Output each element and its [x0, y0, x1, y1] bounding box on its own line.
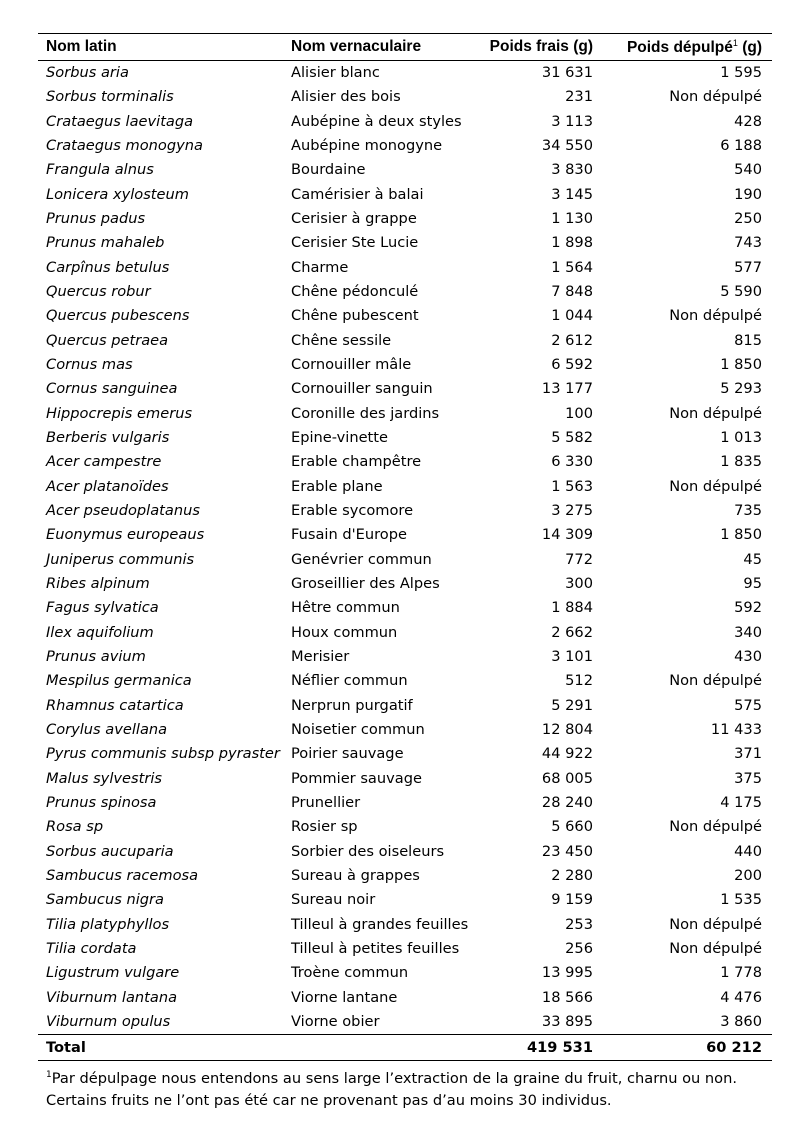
latin-name-cell: Euonymus europeaus — [46, 526, 205, 544]
table-row — [38, 183, 772, 207]
vernacular-name-cell: Aubépine à deux styles — [291, 112, 462, 130]
table-row — [38, 353, 772, 377]
fresh-weight-cell: 256 — [565, 939, 593, 957]
latin-name-cell: Fagus sylvatica — [46, 599, 159, 617]
fresh-weight-cell: 28 240 — [541, 794, 593, 811]
table-row — [38, 523, 772, 547]
total-fresh-weight: 419 531 — [473, 1035, 603, 1061]
table-row — [38, 499, 772, 523]
pulped-weight-cell: Non dépulpé — [669, 404, 762, 422]
latin-name-cell: Ligustrum vulgare — [46, 964, 180, 982]
fresh-weight-cell: 772 — [565, 550, 593, 568]
table-row — [38, 840, 772, 864]
latin-name-cell: Viburnum opulus — [46, 1012, 171, 1030]
header-latin-name: Nom latin — [38, 34, 283, 61]
pulped-weight-cell: 575 — [734, 696, 762, 714]
fresh-weight-cell: 23 450 — [541, 842, 593, 860]
vernacular-name-cell: Viorne obier — [291, 1012, 380, 1030]
latin-name-cell: Tilia cordata — [46, 939, 137, 957]
table-row — [38, 158, 772, 182]
vernacular-name-cell: Camérisier à balai — [291, 185, 424, 203]
vernacular-name-cell: Aubépine monogyne — [291, 137, 443, 155]
footnote — [38, 1061, 772, 1111]
header-vernacular-name: Nom vernaculaire — [283, 34, 473, 61]
table-row — [38, 402, 772, 426]
pulped-weight-cell: Non dépulpé — [669, 88, 762, 106]
latin-name-cell: Quercus robur — [46, 283, 151, 301]
vernacular-name-cell: Cerisier à grappe — [291, 210, 417, 228]
vernacular-name-cell: Nerprun purgatif — [291, 696, 413, 714]
pulped-weight-cell: 95 — [743, 575, 762, 593]
table-row — [38, 767, 772, 791]
header-pulped-text: Poids dépulpé — [626, 38, 733, 56]
latin-name-cell: Mespilus germanica — [46, 672, 192, 690]
table-row — [38, 985, 772, 1009]
table-row — [38, 1010, 772, 1035]
fresh-weight-cell: 512 — [565, 672, 593, 690]
latin-name-cell: Juniperus communis — [46, 550, 195, 568]
table-row — [38, 621, 772, 645]
pulped-weight-cell: 6 188 — [720, 137, 762, 155]
latin-name-cell: Crataegus monogyna — [46, 137, 203, 155]
table-row — [38, 207, 772, 231]
latin-name-cell: Sambucus racemosa — [46, 866, 199, 884]
vernacular-name-cell: Chêne pubescent — [291, 307, 419, 325]
vernacular-name-cell: Poirier sauvage — [291, 745, 404, 763]
vernacular-name-cell: Sorbier des oiseleurs — [291, 842, 445, 860]
table-row — [38, 231, 772, 255]
table-row — [38, 718, 772, 742]
fresh-weight-cell: 5 582 — [551, 429, 593, 447]
fresh-weight-cell: 3 830 — [551, 161, 593, 179]
vernacular-name-cell: Cornouiller mâle — [291, 356, 412, 374]
pulped-weight-cell: 4 175 — [720, 794, 762, 811]
table-row — [38, 110, 772, 134]
vernacular-name-cell: Chêne pédonculé — [291, 283, 419, 301]
latin-name-cell: Rosa sp — [46, 818, 104, 836]
table-row — [38, 134, 772, 158]
header-pulped-unit: (g) — [737, 38, 762, 56]
fresh-weight-cell: 300 — [565, 575, 593, 593]
fresh-weight-cell: 1 898 — [551, 234, 593, 252]
vernacular-name-cell: Cornouiller sanguin — [291, 380, 433, 398]
latin-name-cell: Berberis vulgaris — [46, 429, 170, 447]
vernacular-name-cell: Sureau à grappes — [291, 866, 420, 884]
header-row — [38, 34, 772, 61]
latin-name-cell: Acer pseudoplatanus — [46, 502, 200, 520]
table-row — [38, 912, 772, 936]
table-row — [38, 937, 772, 961]
header-fresh-weight: Poids frais (g) — [473, 34, 603, 61]
vernacular-name-cell: Néflier commun — [291, 672, 408, 690]
pulped-weight-cell: 1 595 — [720, 64, 762, 82]
footnote-ref: 1 — [732, 37, 738, 48]
pulped-weight-cell: 1 850 — [720, 526, 762, 544]
vernacular-name-cell: Fusain d'Europe — [291, 526, 407, 544]
table-row — [38, 791, 772, 815]
document — [38, 33, 772, 1111]
latin-name-cell: Malus sylvestris — [46, 769, 162, 787]
vernacular-name-cell: Alisier blanc — [291, 64, 380, 82]
fresh-weight-cell: 1 044 — [551, 307, 593, 325]
vernacular-name-cell: Noisetier commun — [291, 721, 425, 739]
pulped-weight-cell: 200 — [734, 866, 762, 884]
fresh-weight-cell: 3 113 — [551, 112, 593, 130]
fresh-weight-cell: 100 — [565, 404, 593, 422]
latin-name-cell: Prunus avium — [46, 648, 146, 666]
total-label: Total — [38, 1035, 283, 1061]
table-row — [38, 815, 772, 839]
table-row — [38, 888, 772, 912]
fresh-weight-cell: 18 566 — [541, 988, 593, 1006]
fresh-weight-cell: 13 995 — [541, 964, 593, 982]
pulped-weight-cell: 1 850 — [720, 356, 762, 374]
table-row — [38, 645, 772, 669]
vernacular-name-cell: Alisier des bois — [291, 88, 401, 106]
fresh-weight-cell: 1 563 — [551, 477, 593, 495]
table-row — [38, 864, 772, 888]
pulped-weight-cell: 735 — [734, 502, 762, 520]
fresh-weight-cell: 6 330 — [551, 453, 593, 471]
fresh-weight-cell: 3 145 — [551, 185, 593, 203]
pulped-weight-cell: 5 293 — [720, 380, 762, 398]
pulped-weight-cell: 577 — [734, 258, 762, 276]
total-pulped-weight: 60 212 — [603, 1035, 772, 1061]
pulped-weight-cell: 250 — [734, 210, 762, 228]
footnote-text-2: Certains fruits ne l’ont pas été car ne provenant pas d’au moins 30 individus. — [46, 1091, 612, 1109]
latin-name-cell: Ribes alpinum — [46, 575, 150, 593]
table-row — [38, 596, 772, 620]
latin-name-cell: Quercus petraea — [46, 331, 169, 349]
latin-name-cell: Prunus mahaleb — [46, 234, 165, 252]
table-row — [38, 669, 772, 693]
pulped-weight-cell: 1 013 — [720, 429, 762, 447]
pulped-weight-cell: 11 433 — [710, 721, 762, 739]
latin-name-cell: Lonicera xylosteum — [46, 185, 189, 203]
vernacular-name-cell: Viorne lantane — [291, 988, 398, 1006]
pulped-weight-cell: Non dépulpé — [669, 672, 762, 690]
vernacular-name-cell: Prunellier — [291, 794, 361, 811]
latin-name-cell: Acer platanoïdes — [46, 477, 169, 495]
vernacular-name-cell: Erable plane — [291, 477, 383, 495]
seed-weight-table — [38, 33, 772, 1061]
latin-name-cell: Sambucus nigra — [46, 891, 164, 909]
latin-name-cell: Quercus pubescens — [46, 307, 190, 325]
pulped-weight-cell: 430 — [734, 648, 762, 666]
table-row — [38, 572, 772, 596]
table-row — [38, 475, 772, 499]
table-row — [38, 961, 772, 985]
vernacular-name-cell: Erable champêtre — [291, 453, 422, 471]
vernacular-name-cell: Pommier sauvage — [291, 769, 422, 787]
latin-name-cell: Pyrus communis subsp pyraster — [46, 745, 280, 763]
pulped-weight-cell: Non dépulpé — [669, 307, 762, 325]
fresh-weight-cell: 231 — [565, 88, 593, 106]
latin-name-cell: Prunus spinosa — [46, 794, 157, 811]
table-row — [38, 85, 772, 109]
vernacular-name-cell: Groseillier des Alpes — [291, 575, 440, 593]
pulped-weight-cell: 4 476 — [720, 988, 762, 1006]
fresh-weight-cell: 13 177 — [541, 380, 593, 398]
table-row — [38, 304, 772, 328]
total-empty-cell — [283, 1035, 473, 1061]
latin-name-cell: Ilex aquifolium — [46, 623, 154, 641]
fresh-weight-cell: 1 564 — [551, 258, 593, 276]
table-row — [38, 61, 772, 86]
fresh-weight-cell: 1 884 — [551, 599, 593, 617]
pulped-weight-cell: 3 860 — [720, 1012, 762, 1030]
footnote-line-1 — [46, 1065, 764, 1090]
pulped-weight-cell: 1 535 — [720, 891, 762, 909]
vernacular-name-cell: Epine-vinette — [291, 429, 388, 447]
table-row — [38, 280, 772, 304]
vernacular-name-cell: Erable sycomore — [291, 502, 414, 520]
vernacular-name-cell: Tilleul à grandes feuilles — [291, 915, 469, 933]
latin-name-cell: Corylus avellana — [46, 721, 168, 739]
total-row — [38, 1035, 772, 1061]
table-row — [38, 694, 772, 718]
pulped-weight-cell: 5 590 — [720, 283, 762, 301]
pulped-weight-cell: Non dépulpé — [669, 939, 762, 957]
latin-name-cell: Frangula alnus — [46, 161, 154, 179]
fresh-weight-cell: 33 895 — [541, 1012, 593, 1030]
latin-name-cell: Acer campestre — [46, 453, 162, 471]
fresh-weight-cell: 6 592 — [551, 356, 593, 374]
fresh-weight-cell: 253 — [565, 915, 593, 933]
pulped-weight-cell: 815 — [734, 331, 762, 349]
fresh-weight-cell: 2 612 — [551, 331, 593, 349]
pulped-weight-cell: 340 — [734, 623, 762, 641]
pulped-weight-cell: 371 — [734, 745, 762, 763]
latin-name-cell: Carpînus betulus — [46, 258, 170, 276]
fresh-weight-cell: 44 922 — [541, 745, 593, 763]
latin-name-cell: Tilia platyphyllos — [46, 915, 170, 933]
vernacular-name-cell: Chêne sessile — [291, 331, 392, 349]
table-row — [38, 450, 772, 474]
latin-name-cell: Prunus padus — [46, 210, 146, 228]
latin-name-cell: Cornus mas — [46, 356, 133, 374]
latin-name-cell: Rhamnus catartica — [46, 696, 184, 714]
pulped-weight-cell: 1 778 — [720, 964, 762, 982]
vernacular-name-cell: Houx commun — [291, 623, 398, 641]
fresh-weight-cell: 34 550 — [541, 137, 593, 155]
vernacular-name-cell: Rosier sp — [291, 818, 358, 836]
vernacular-name-cell: Troène commun — [291, 964, 409, 982]
table-row — [38, 742, 772, 766]
vernacular-name-cell: Charme — [291, 258, 349, 276]
footnote-text-1: Par dépulpage nous entendons au sens large l’extraction de la graine du fruit, charnu ou non. — [51, 1070, 737, 1088]
fresh-weight-cell: 5 291 — [551, 696, 593, 714]
vernacular-name-cell: Merisier — [291, 648, 350, 666]
latin-name-cell: Crataegus laevitaga — [46, 112, 194, 130]
table-row — [38, 377, 772, 401]
vernacular-name-cell: Bourdaine — [291, 161, 366, 179]
pulped-weight-cell: Non dépulpé — [669, 818, 762, 836]
vernacular-name-cell: Coronille des jardins — [291, 404, 440, 422]
latin-name-cell: Hippocrepis emerus — [46, 404, 193, 422]
vernacular-name-cell: Genévrier commun — [291, 550, 432, 568]
table-row — [38, 329, 772, 353]
fresh-weight-cell: 2 662 — [551, 623, 593, 641]
vernacular-name-cell: Tilleul à petites feuilles — [291, 939, 460, 957]
vernacular-name-cell: Cerisier Ste Lucie — [291, 234, 419, 252]
fresh-weight-cell: 7 848 — [551, 283, 593, 301]
pulped-weight-cell: 592 — [734, 599, 762, 617]
latin-name-cell: Viburnum lantana — [46, 988, 178, 1006]
vernacular-name-cell: Hêtre commun — [291, 599, 400, 617]
fresh-weight-cell: 2 280 — [551, 866, 593, 884]
fresh-weight-cell: 5 660 — [551, 818, 593, 836]
pulped-weight-cell: 428 — [734, 112, 762, 130]
latin-name-cell: Sorbus torminalis — [46, 88, 174, 106]
pulped-weight-cell: 190 — [734, 185, 762, 203]
latin-name-cell: Cornus sanguinea — [46, 380, 178, 398]
fresh-weight-cell: 31 631 — [541, 64, 593, 82]
pulped-weight-cell: 1 835 — [720, 453, 762, 471]
pulped-weight-cell: 743 — [734, 234, 762, 252]
table-row — [38, 548, 772, 572]
fresh-weight-cell: 12 804 — [541, 721, 593, 739]
pulped-weight-cell: Non dépulpé — [669, 915, 762, 933]
vernacular-name-cell: Sureau noir — [291, 891, 376, 909]
fresh-weight-cell: 1 130 — [551, 210, 593, 228]
footnote-marker: 1 — [46, 1070, 52, 1081]
pulped-weight-cell: 45 — [743, 550, 762, 568]
latin-name-cell: Sorbus aria — [46, 64, 129, 82]
fresh-weight-cell: 9 159 — [551, 891, 593, 909]
table-row — [38, 256, 772, 280]
pulped-weight-cell: 375 — [734, 769, 762, 787]
pulped-weight-cell: 440 — [734, 842, 762, 860]
fresh-weight-cell: 14 309 — [541, 526, 593, 544]
fresh-weight-cell: 3 275 — [551, 502, 593, 520]
pulped-weight-cell: Non dépulpé — [669, 477, 762, 495]
pulped-weight-cell: 540 — [734, 161, 762, 179]
fresh-weight-cell: 68 005 — [541, 769, 593, 787]
latin-name-cell: Sorbus aucuparia — [46, 842, 174, 860]
fresh-weight-cell: 3 101 — [551, 648, 593, 666]
header-pulped-weight — [603, 34, 772, 61]
table-row — [38, 426, 772, 450]
